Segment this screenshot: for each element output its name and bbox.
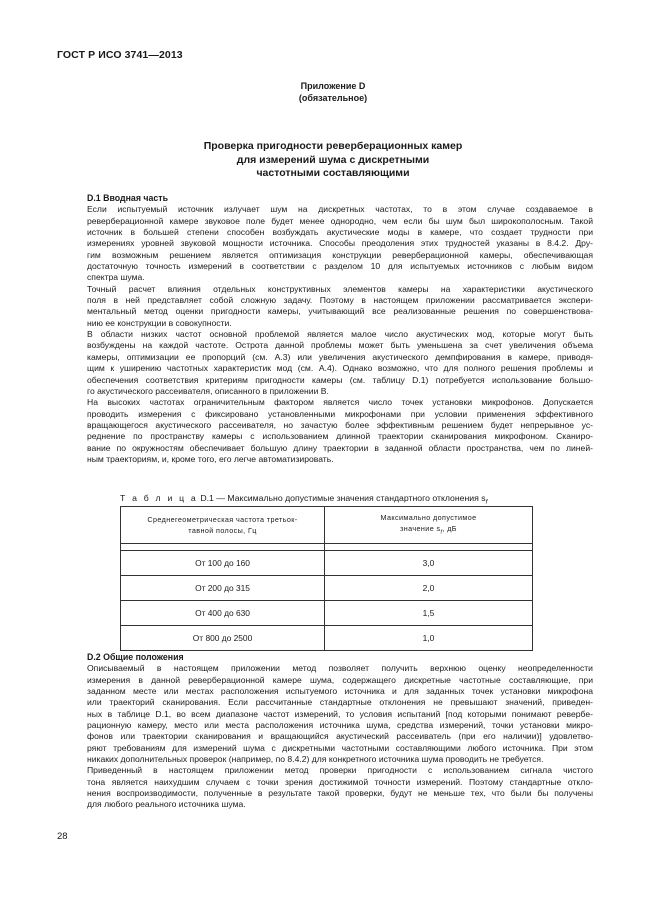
section-d1	[87, 193, 593, 465]
section-heading: D.2 Общие положения	[87, 652, 184, 662]
table-cell-range: От 100 до 160	[121, 551, 325, 576]
paragraph-line: Приведенный в настоящем приложении метод проверки пригодности с использованием сигнала чистого	[87, 765, 593, 776]
table-cell-range: От 800 до 2500	[121, 626, 325, 651]
paragraph-line: или траекторий сканирования. Если рассчитанные стандартные отклонения не превышают значений, приведен-	[87, 697, 593, 708]
table-caption-text: D.1 — Максимально допустимые значения стандартного отклонения s	[200, 493, 486, 503]
paragraph-line: рационную камеру, место или места расположения источника шума, средства измерений, точки установки микро-	[87, 720, 593, 731]
paragraph-line: достаточную точность измерений в соответствии с разделом 10 для испытуемых источников с любым видом	[87, 261, 593, 272]
table-row	[121, 626, 533, 651]
table-caption-label: Т а б л и ц а	[120, 493, 198, 503]
paragraph-line: измерениях уровней звуковой мощности источника. Способы преодоления этих трудностей указаны в 8.4.2. Дру-	[87, 238, 593, 249]
paragraph-line: заданном месте или местах расположения испытуемого источника и для заданных точек установки микрофона	[87, 686, 593, 697]
table-cell-value: 1,5	[325, 601, 533, 626]
paragraph-line: проводить измерения с фиксировано установленными микрофонами при условии применения эффективного	[87, 408, 593, 419]
paragraph-line: нию ее конструкции в совокупности.	[87, 317, 232, 328]
section-heading: D.1 Вводная часть	[87, 193, 169, 203]
paragraph-line: В области низких частот основной проблемой является малое число акустических мод, которые могут быть	[87, 329, 593, 340]
table-cell-range: От 400 до 630	[121, 601, 325, 626]
table-row	[121, 576, 533, 601]
paragraph-line: Описываемый в настоящем приложении метод позволяет получить верхнюю оценку неопределенности	[87, 663, 593, 674]
paragraph-line: возбуждены на каждой частоте. Острота данной проблемы может быть уменьшена за счет увеличения объема	[87, 340, 593, 351]
paragraph-line: Если испытуемый источник излучает шум на дискретных частотах, то в этом случае создаваемое в	[87, 204, 593, 215]
heading-line: для измерений шума с дискретными	[236, 153, 430, 166]
table-cell-value: 1,0	[325, 626, 533, 651]
table-caption-subscript: f	[485, 498, 488, 506]
data-table	[120, 506, 533, 651]
document-id-header: ГОСТ Р ИСО 3741—2013	[57, 49, 183, 61]
paragraph-line: тона является наихудшим случаем с точки зрения достижимой точности измерений. Поэтому стандартные откло-	[87, 776, 593, 787]
paragraph-line: обеспечения соответствия критериям пригодности камеры (см. таблицу D.1) потребуется использование большо-	[87, 374, 593, 385]
paragraph-line: фонов или траектории сканирования и вращающийся акустический рассеиватель (при его наличии)] удовлетво-	[87, 731, 593, 742]
section-body	[87, 204, 593, 465]
table-caption	[120, 493, 487, 506]
appendix-title: Приложение D	[300, 81, 366, 91]
paragraph-line: вращающегося акустического рассеивателя, но зачастую более эффективным решением будет непрерывное ус-	[87, 419, 593, 430]
table-header-deviation: Максимально допустимое значение $s_f$, дБ	[325, 507, 533, 544]
paragraph-line: реверберационной камере звуковое поле будет менее однородно, чем если бы шум был широкополосным. Такой	[87, 215, 593, 226]
paragraph-line: источник в большей степени способен возбуждать акустические моды в камере, что создает трудности при	[87, 227, 593, 238]
table-header-row	[121, 507, 533, 544]
appendix-status: (обязательное)	[298, 93, 368, 103]
paragraph-line: ментальный метод оценки пригодности камеры, учитывающий все реализованные решения по совершенствова-	[87, 306, 593, 317]
page-number: 28	[57, 831, 68, 842]
table-cell-value: 2,0	[325, 576, 533, 601]
heading-line: частотными составляющими	[256, 167, 410, 179]
paragraph-line: На высоких частотах ограничительным фактором является число точек установки микрофонов. Допускается	[87, 397, 593, 408]
paragraph-line: Точный расчет влияния отдельных конструктивных элементов камеры на характеристики акустического	[87, 283, 593, 294]
paragraph-line: спектра шума.	[87, 272, 145, 283]
table-gap-row	[121, 544, 533, 551]
appendix-heading	[10, 140, 646, 181]
paragraph-line: ным траекториям, и, кроме того, его легче автоматизировать.	[87, 453, 334, 464]
paragraph-line: поля в ней представляет собой сложную задачу. Поэтому в настоящем приложении рассматривается экспери-	[87, 295, 593, 306]
paragraph-line: измерения в данной реверберационной камере шума, содержащего дискретные частотные составляющие, при	[87, 674, 593, 685]
section-body	[87, 663, 593, 810]
table-cell-range: От 200 до 315	[121, 576, 325, 601]
section-d2	[87, 652, 593, 811]
paragraph-line: щим к уширению частотных характеристик мод (см. А.4). Однако возможно, что для полного решения проблемы и	[87, 363, 593, 374]
paragraph-line: го акустического рассеивателя, описанного в приложении В.	[87, 385, 329, 396]
table-row	[121, 551, 533, 576]
paragraph-line: камеры, оптимизации ее пропорций (см. А.3) или увеличения акустического демпфирования в камере, приводя-	[87, 351, 593, 362]
heading-line: Проверка пригодности реверберационных камер	[203, 140, 463, 152]
paragraph-line: ряют требованиям для измерений шума с дискретными частотными составляющими любого источника. При этом	[87, 742, 593, 753]
paragraph-line: ных в таблице D.1, во всем диапазоне частот измерений, то условия испытаний [под которыми понимают ревербе-	[87, 708, 593, 719]
paragraph-line: вание по окружностям обеспечивает большую длину траектории в заданной области пространства, чем по линей-	[87, 442, 593, 453]
table-header-frequency: Среднегеометрическая частота третьок- тавной полосы, Гц	[121, 507, 325, 544]
paragraph-line: реднение по пространству камеры с использованием длинной траектории сканирования микрофоном. Сканиро-	[87, 431, 593, 442]
paragraph-line: для любого реального источника шума.	[87, 799, 246, 810]
paragraph-line: гим возможным решением является оптимизация конструкции реверберационной камеры, обеспечивающая	[87, 249, 593, 260]
paragraph-line: никаких дополнительных проверок (например, по 8.4.2) для конкретного источника шума проводить не требуется.	[87, 754, 544, 765]
paragraph-line: нения воспроизводимости, полученные в результате такой проверки, будут не меньше тех, что были бы получены	[87, 788, 593, 799]
table-row	[121, 601, 533, 626]
table-cell-value: 3,0	[325, 551, 533, 576]
